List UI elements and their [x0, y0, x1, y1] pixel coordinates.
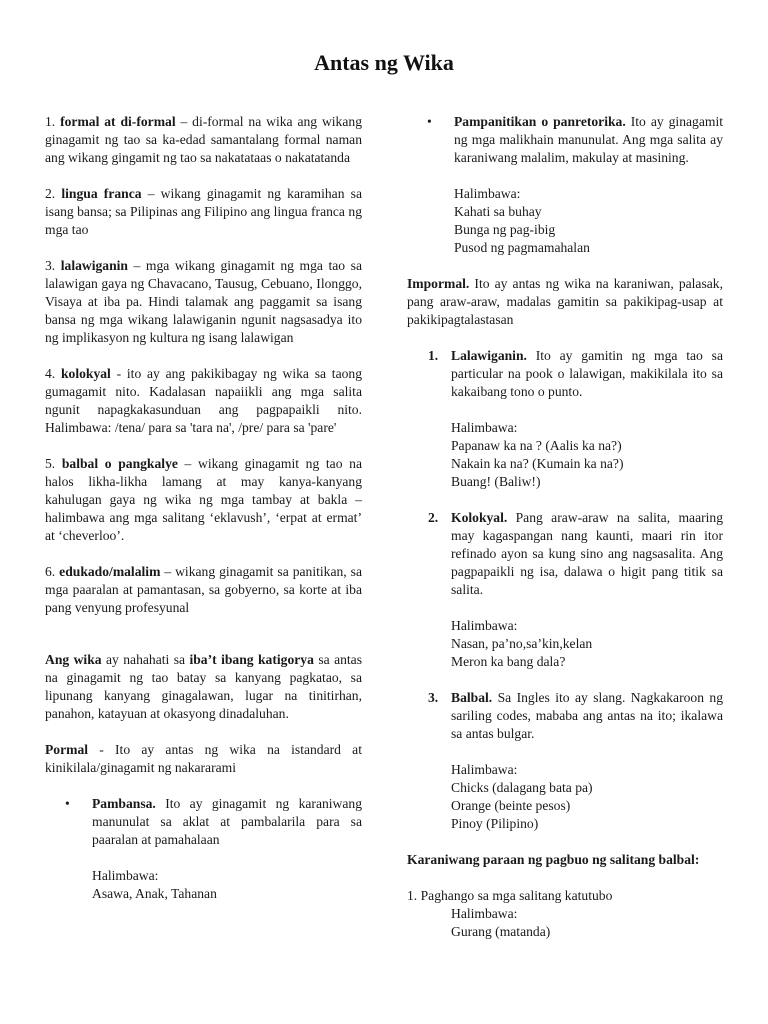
- pambansa-text: Ito ay ginagamit ng karaniwang manunulat sa aklat at pambalarila para sa paaralan at pamahalaan: [92, 796, 362, 847]
- item-term: Balbal.: [451, 690, 493, 705]
- formal-paragraph: [45, 741, 362, 777]
- item-term: edukado/malalim: [59, 564, 161, 579]
- example-label: Halimbawa:: [451, 906, 518, 921]
- item-term: formal at di-formal: [60, 114, 176, 129]
- list-item: [45, 113, 362, 167]
- item-number: 1.: [45, 114, 56, 129]
- item-text: Pang araw-araw na salita, maaring may kagaspangan nang kaunti, maari rin itor refinado ayon sa kung sino ang nagsasalita. Ang pagpapaikli ng isa, dalawa o higit pang titik sa salita.: [451, 510, 723, 597]
- intro-paragraph: [45, 651, 362, 723]
- formal-term: Pormal: [45, 742, 89, 757]
- item-number: 3.: [45, 258, 56, 273]
- example-text: Papanaw ka na ? (Aalis ka na?): [451, 438, 622, 453]
- impormal-text: Ito ay antas ng wika na karaniwan, palasak, pang araw-araw, madalas gamitin sa pakikipag-usap at pakikipagtalastasan: [407, 276, 723, 327]
- item-text: Sa Ingles ito ay slang. Nagkakaroon ng sariling codes, mababa ang antas na ito; ikalawa sa antas bulgar.: [451, 690, 723, 741]
- item-number: 1.: [428, 348, 439, 363]
- list-item: [45, 455, 362, 545]
- impormal-paragraph: [407, 275, 723, 329]
- example-text: Nakain ka na? (Kumain ka na?): [451, 456, 624, 471]
- item-text: Ito ay gamitin ng mga tao sa particular na pook o lalawigan, makikilala ito sa kakaibang tono o punto.: [451, 348, 723, 399]
- intro-term-2: iba’t ibang katigorya: [189, 652, 314, 667]
- formal-text: - Ito ay antas ng wika na istandard at kinikilala/ginagamit ng nakararami: [45, 742, 362, 775]
- list-item: [45, 185, 362, 239]
- impormal-term: Impormal.: [407, 276, 470, 291]
- bullet-icon: •: [427, 114, 432, 129]
- item-term: Kolokyal.: [451, 510, 508, 525]
- item-text: – wikang ginagamit ng karamihan sa isang bansa; sa Pilipinas ang Filipino ang lingua franca ng mga tao: [45, 186, 362, 237]
- intro-text-a: ay nahahati sa: [101, 652, 190, 667]
- bullet-icon: •: [65, 796, 70, 811]
- left-column: [45, 113, 362, 903]
- item-text: – wikang ginagamit ng tao na halos likha-likha lamang at may kanya-kanyang kahulugan gaya ng wika ng mga tambay at bakla – halimbawa ang mga salitang ‘eklavush’, ‘erpat at ermat’ at ‘cheverloo’.: [45, 456, 362, 543]
- item-text: – wikang ginagamit sa panitikan, sa mga paaralan at pamantasan, sa gobyerno, sa korte at iba pang venyung profesyunal: [45, 564, 362, 615]
- numbered-item: [407, 347, 723, 491]
- page-title: Antas ng Wika: [314, 50, 454, 75]
- item-text: - ito ay ang pakikibagay ng wika sa taong gumagamit nito. Kadalasan napaiikli ang mga salita ngunit napagkakasunduan ang pagpapaikli nito. Halimbawa: /tena/ para sa 'tara na', /pre/ para sa 'pare': [45, 366, 362, 435]
- item-number: 6.: [45, 564, 56, 579]
- item-number: 4.: [45, 366, 56, 381]
- karaniwang-heading: [407, 851, 723, 869]
- bullet-item-pambansa: [45, 795, 362, 903]
- item-number: 2.: [428, 510, 439, 525]
- example-text: Nasan, pa’no,sa’kin,kelan: [451, 636, 593, 651]
- example-label: Halimbawa:: [454, 186, 521, 201]
- item-term: lingua franca: [61, 186, 142, 201]
- pampanitikan-text: Ito ay ginagamit ng mga malikhain manunulat. Ang mga salita ay karaniwang malalim, makulay at masining.: [454, 114, 724, 165]
- example-text: Buang! (Baliw!): [451, 474, 541, 489]
- bullet-item-pampanitikan: [407, 113, 723, 257]
- section-heading: Karaniwang paraan ng pagbuo ng salitang balbal:: [407, 852, 700, 867]
- item-text: – di-formal na wika ang wikang ginagamit ng tao sa ka-edad samantalang formal naman ang wikang gingamit ng tao sa nakatataas o nakatatanda: [45, 114, 362, 165]
- example-text: Pinoy (Pilipino): [451, 816, 539, 831]
- pambansa-term: Pambansa.: [92, 796, 156, 811]
- example-text: Chicks (dalagang bata pa): [451, 780, 593, 795]
- list-item: [45, 365, 362, 437]
- list-item: [45, 563, 362, 617]
- example-label: Halimbawa:: [451, 618, 518, 633]
- example-label: Halimbawa:: [451, 762, 518, 777]
- pampanitikan-term: Pampanitikan o panretorika.: [454, 114, 626, 129]
- numbered-item: [407, 509, 723, 671]
- right-column: [407, 113, 723, 941]
- example-text: Orange (beinte pesos): [451, 798, 571, 813]
- example-text: Meron ka bang dala?: [451, 654, 566, 669]
- example-text: Asawa, Anak, Tahanan: [92, 886, 217, 901]
- numbered-item: [407, 689, 723, 833]
- example-text: Bunga ng pag-ibig: [454, 222, 556, 237]
- item-term: Lalawiganin.: [451, 348, 527, 363]
- list-item: [45, 257, 362, 347]
- item-number: 5.: [45, 456, 56, 471]
- karaniwang-item: 1. Paghango sa mga salitang katutubo: [407, 888, 613, 903]
- intro-text-b: sa antas na ginagamit ng tao batay sa kanyang pagkatao, sa lipunang kanyang ginagalawan, lugar na tinitirhan, panahon, katayuan at okasyong dinadaluhan.: [45, 652, 362, 721]
- intro-term: Ang wika: [45, 652, 102, 667]
- item-number: 2.: [45, 186, 56, 201]
- example-label: Halimbawa:: [451, 420, 518, 435]
- item-number: 3.: [428, 690, 439, 705]
- item-term: balbal o pangkalye: [61, 456, 178, 471]
- example-text: Kahati sa buhay: [454, 204, 542, 219]
- example-label: Halimbawa:: [92, 868, 159, 883]
- item-term: lalawiganin: [60, 258, 128, 273]
- example-text: Gurang (matanda): [451, 924, 551, 939]
- item-term: kolokyal: [60, 366, 111, 381]
- item-text: – mga wikang ginagamit ng mga tao sa lalawigan gaya ng Chavacano, Tausug, Cebuano, Ilonggo, Visaya at iba pa. Hindi talamak ang paggamit sa isang bansa ng mga wikang lalawiganin ngunit nagsasadya ito ng implikasyon ng kultura ng isang lalawigan: [45, 258, 362, 345]
- example-text: Pusod ng pagmamahalan: [454, 240, 590, 255]
